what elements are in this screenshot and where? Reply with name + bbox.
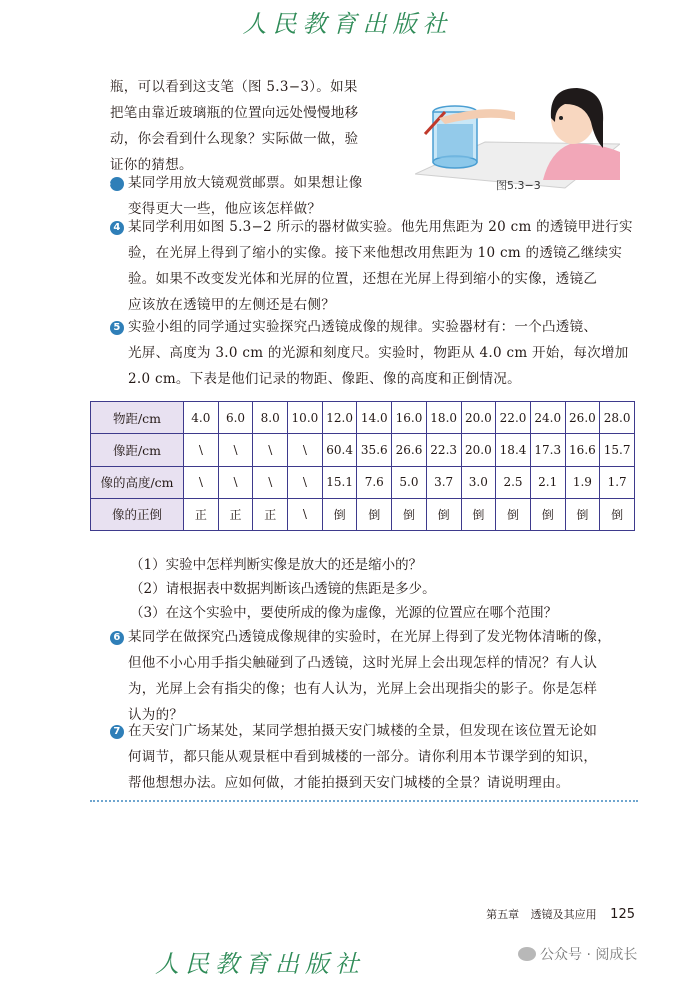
intro-line: 瓶，可以看到这支笔（图 5.3−3）。如果 <box>110 79 358 95</box>
table-cell: 12.0 <box>322 402 357 434</box>
row-header: 像的正倒 <box>91 498 184 530</box>
table-cell: 60.4 <box>322 434 357 466</box>
table-cell: 15.7 <box>600 434 635 466</box>
table-cell: 26.0 <box>565 402 600 434</box>
question-line: 某同学在做探究凸透镜成像规律的实验时，在光屏上得到了发光物体清晰的像， <box>128 629 611 645</box>
bottle-water <box>437 124 473 158</box>
table-cell: 正 <box>218 498 253 530</box>
question-line: 验。如果不改变发光体和光屏的位置，还想在光屏上得到缩小的实像，透镜乙 <box>128 271 598 287</box>
table-cell: 倒 <box>530 498 565 530</box>
table-cell: 15.1 <box>322 466 357 498</box>
table-row <box>91 466 635 498</box>
question-number-badge: 5 <box>110 321 124 335</box>
table-cell: 16.0 <box>392 402 427 434</box>
table-cell: \ <box>218 434 253 466</box>
table-cell: 5.0 <box>392 466 427 498</box>
table-cell: 24.0 <box>530 402 565 434</box>
chapter-title: 透镜及其应用 <box>530 908 597 921</box>
question-number-badge: 4 <box>110 221 124 235</box>
section-divider <box>90 800 638 802</box>
table-cell: 22.3 <box>426 434 461 466</box>
table-cell: 3.0 <box>461 466 496 498</box>
table-cell: \ <box>184 434 219 466</box>
question-7 <box>110 718 650 796</box>
question-line: 变得更大一些，他应该怎样做？ <box>128 201 322 217</box>
question-5 <box>110 314 650 392</box>
question-line: 认为的？ <box>128 707 184 723</box>
table-cell: 倒 <box>600 498 635 530</box>
question-line: 应该放在透镜甲的左侧还是右侧？ <box>128 297 335 313</box>
table-cell: 18.4 <box>496 434 531 466</box>
table-cell: \ <box>218 466 253 498</box>
table-cell: 6.0 <box>218 402 253 434</box>
table-cell: 28.0 <box>600 402 635 434</box>
row-header: 物距/cm <box>91 402 184 434</box>
table-cell: 倒 <box>322 498 357 530</box>
question-line: 为，光屏上会有指尖的像；也有人认为，光屏上会出现指尖的影子。你是怎样 <box>128 681 598 697</box>
table-cell: 2.1 <box>530 466 565 498</box>
question-line: 某同学利用如图 5.3−2 所示的器材做实验。他先用焦距为 20 cm 的透镜甲进行实 <box>128 219 633 235</box>
question-line: 验，在光屏上得到了缩小的实像。接下来他想改用焦距为 10 cm 的透镜乙继续实 <box>128 245 623 261</box>
question-line: 实验小组的同学通过实验探究凸透镜成像的规律。实验器材有：一个凸透镜、 <box>128 319 598 335</box>
table-cell: 倒 <box>426 498 461 530</box>
table-cell: 35.6 <box>357 434 392 466</box>
table-cell: \ <box>253 466 288 498</box>
figure-caption: 图5.3−3 <box>496 179 541 192</box>
table-cell: 4.0 <box>184 402 219 434</box>
table-cell: 倒 <box>565 498 600 530</box>
question-line: 帮他想想办法。应如何做，才能拍摄到天安门城楼的全景？请说明理由。 <box>128 775 570 791</box>
table-cell: 倒 <box>461 498 496 530</box>
page-footer <box>486 906 635 922</box>
table-cell: 正 <box>184 498 219 530</box>
table-cell: 7.6 <box>357 466 392 498</box>
table-cell: \ <box>253 434 288 466</box>
question-number-badge: 6 <box>110 631 124 645</box>
table-cell: 20.0 <box>461 402 496 434</box>
table-cell: \ <box>184 466 219 498</box>
table-cell: 22.0 <box>496 402 531 434</box>
publisher-logo-top: 人民教育出版社 <box>242 10 453 38</box>
table-cell: 18.0 <box>426 402 461 434</box>
question-4 <box>110 214 650 318</box>
table-cell: 倒 <box>392 498 427 530</box>
publisher-logo-bottom: 人民教育出版社 <box>155 950 365 978</box>
table-cell: 2.5 <box>496 466 531 498</box>
question-line: 但他不小心用手指尖触碰到了凸透镜，这时光屏上会出现怎样的情况？有人认 <box>128 655 598 671</box>
page-number: 125 <box>610 907 635 922</box>
table-cell: \ <box>288 434 323 466</box>
table-cell: 正 <box>253 498 288 530</box>
row-header: 像距/cm <box>91 434 184 466</box>
row-header: 像的高度/cm <box>91 466 184 498</box>
table-cell: 26.6 <box>392 434 427 466</box>
question-6 <box>110 624 650 728</box>
intro-line: 把笔由靠近玻璃瓶的位置向远处慢慢地移 <box>110 105 359 121</box>
sub-question-2: （2）请根据表中数据判断该凸透镜的焦距是多少。 <box>130 581 436 597</box>
question-line: 在天安门广场某处，某同学想拍摄天安门城楼的全景，但发现在该位置无论如 <box>128 723 598 739</box>
table-cell: \ <box>288 466 323 498</box>
watermark-text: 公众号 · 阅成长 <box>540 947 638 963</box>
sub-question-3: （3）在这个实验中，要使所成的像为虚像，光源的位置应在哪个范围？ <box>130 605 558 621</box>
question-line: 光屏、高度为 3.0 cm 的光源和刻度尺。实验时，物距从 4.0 cm 开始，每次增加 <box>128 345 629 361</box>
table-cell: 1.9 <box>565 466 600 498</box>
table-cell: 倒 <box>496 498 531 530</box>
figure-girl-with-glass-bottle <box>415 82 620 192</box>
question-line: 何调节，都只能从观景框中看到城楼的一部分。请你利用本节课学到的知识， <box>128 749 598 765</box>
chapter-number: 第五章 <box>486 908 520 921</box>
wechat-icon <box>518 947 536 961</box>
intro-paragraph <box>110 74 358 178</box>
question-line: 2.0 cm。下表是他们记录的物距、像距、像的高度和正倒情况。 <box>128 371 521 387</box>
table-cell: 16.6 <box>565 434 600 466</box>
table-cell: 1.7 <box>600 466 635 498</box>
experiment-data-table <box>90 401 635 531</box>
table-cell: 20.0 <box>461 434 496 466</box>
question-number-badge: 7 <box>110 725 124 739</box>
table-cell: 8.0 <box>253 402 288 434</box>
table-cell: 14.0 <box>357 402 392 434</box>
sub-question-1: （1）实验中怎样判断实像是放大的还是缩小的？ <box>130 557 423 573</box>
question-line: 某同学用放大镜观赏邮票。如果想让像 <box>128 175 363 191</box>
intro-line: 证你的猜想。 <box>110 157 193 173</box>
table-cell: 3.7 <box>426 466 461 498</box>
table-cell: 10.0 <box>288 402 323 434</box>
table-row <box>91 434 635 466</box>
table-cell: 17.3 <box>530 434 565 466</box>
table-cell: \ <box>288 498 323 530</box>
table-row <box>91 402 635 434</box>
girl-eye <box>559 116 563 120</box>
intro-line: 动，你会看到什么现象？实际做一做，验 <box>110 131 359 147</box>
table-row <box>91 498 635 530</box>
wechat-watermark <box>518 944 637 964</box>
question-number-badge: 3 <box>110 177 124 191</box>
table-cell: 倒 <box>357 498 392 530</box>
